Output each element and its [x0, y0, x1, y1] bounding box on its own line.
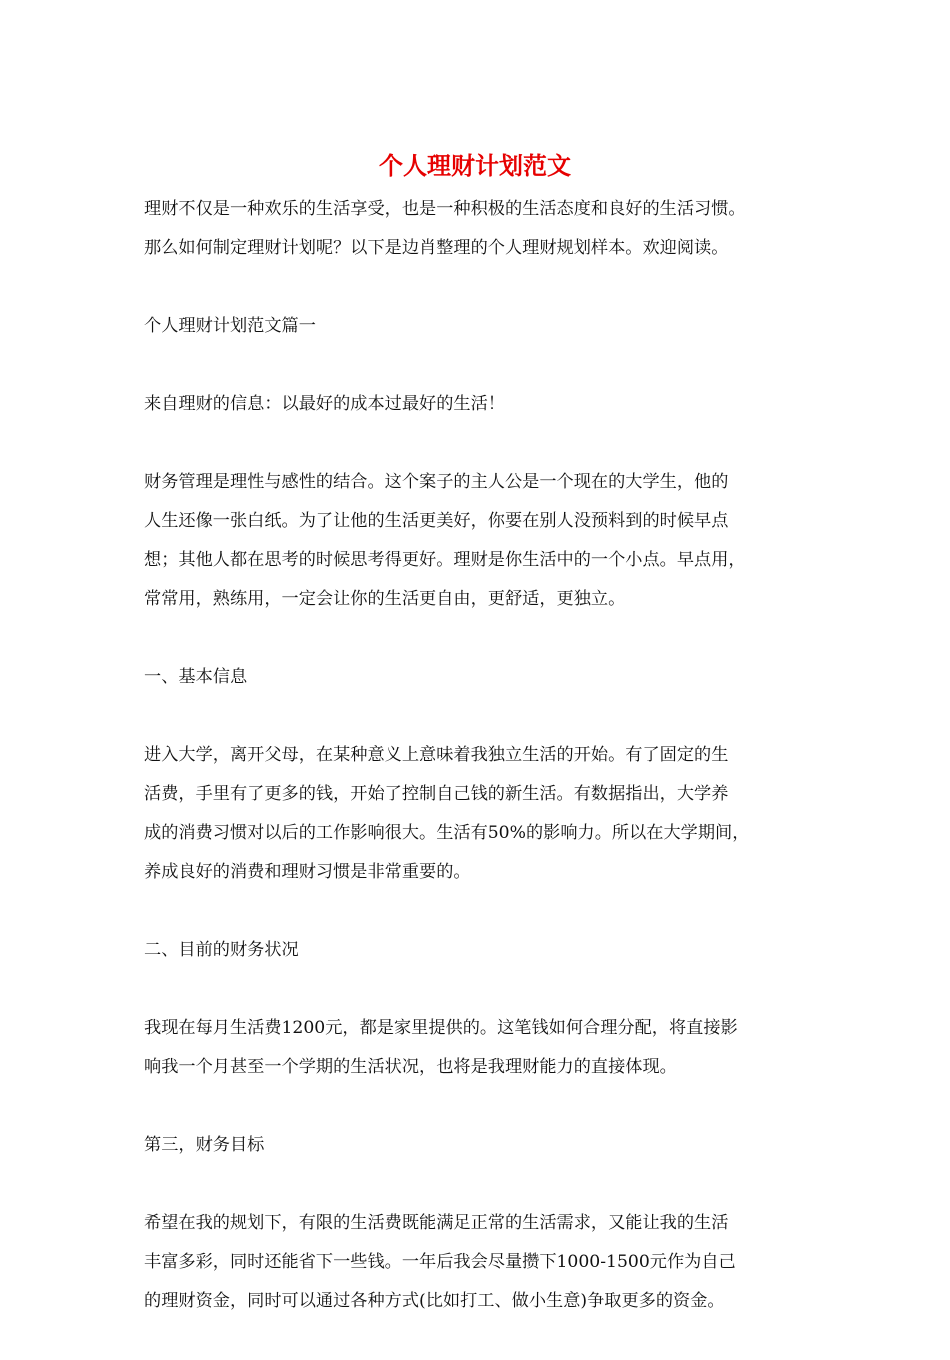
paragraph-tagline — [144, 385, 808, 424]
text-line: 人生还像一张白纸。为了让他的生活更美好，你要在别人没预料到的时候早点 — [144, 511, 729, 531]
text-line: 丰富多彩，同时还能省下一些钱。一年后我会尽量攒下1000-1500元作为自己 — [144, 1252, 736, 1272]
section-heading — [144, 658, 808, 697]
text-line: 养成良好的消费和理财习惯是非常重要的。 — [144, 862, 471, 882]
text-line: 财务管理是理性与感性的结合。这个案子的主人公是一个现在的大学生，他的 — [144, 472, 729, 492]
text-line: 的理财资金，同时可以通过各种方式(比如打工、做小生意)争取更多的资金。 — [144, 1291, 725, 1311]
document-body — [144, 190, 808, 1360]
text-line: 二、目前的财务状况 — [144, 940, 299, 960]
text-line: 来自理财的信息：以最好的成本过最好的生活！ — [144, 394, 505, 414]
text-line: 希望在我的规划下，有限的生活费既能满足正常的生活需求，又能让我的生活 — [144, 1213, 729, 1233]
text-line: 那么如何制定理财计划呢？以下是边肖整理的个人理财规划样本。欢迎阅读。 — [144, 238, 729, 258]
paragraph-financial-status — [144, 1009, 808, 1087]
section-heading — [144, 1126, 808, 1165]
paragraph-overview — [144, 463, 808, 619]
text-line: 活费，手里有了更多的钱，开始了控制自己钱的新生活。有数据指出，大学养 — [144, 784, 729, 804]
text-line: 第三，财务目标 — [144, 1135, 265, 1155]
text-line: 个人理财计划范文篇一 — [144, 316, 316, 336]
text-line: 理财不仅是一种欢乐的生活享受，也是一种积极的生活态度和良好的生活习惯。 — [144, 199, 746, 219]
text-line: 进入大学，离开父母，在某种意义上意味着我独立生活的开始。有了固定的生 — [144, 745, 729, 765]
paragraph-financial-goals — [144, 1204, 808, 1321]
text-line: 响我一个月甚至一个学期的生活状况，也将是我理财能力的直接体现。 — [144, 1057, 677, 1077]
section-heading — [144, 307, 808, 346]
paragraph-intro — [144, 190, 808, 268]
text-line: 成的消费习惯对以后的工作影响很大。生活有50%的影响力。所以在大学期间， — [144, 823, 750, 843]
text-line: 想；其他人都在思考的时候思考得更好。理财是你生活中的一个小点。早点用， — [144, 550, 746, 570]
text-line: 我现在每月生活费1200元，都是家里提供的。这笔钱如何合理分配，将直接影 — [144, 1018, 738, 1038]
paragraph-basic-info — [144, 736, 808, 892]
text-line: 一、基本信息 — [144, 667, 248, 687]
document-title: 个人理财计划范文 — [379, 151, 571, 180]
text-line: 常常用，熟练用，一定会让你的生活更自由，更舒适，更独立。 — [144, 589, 626, 609]
section-heading — [144, 931, 808, 970]
